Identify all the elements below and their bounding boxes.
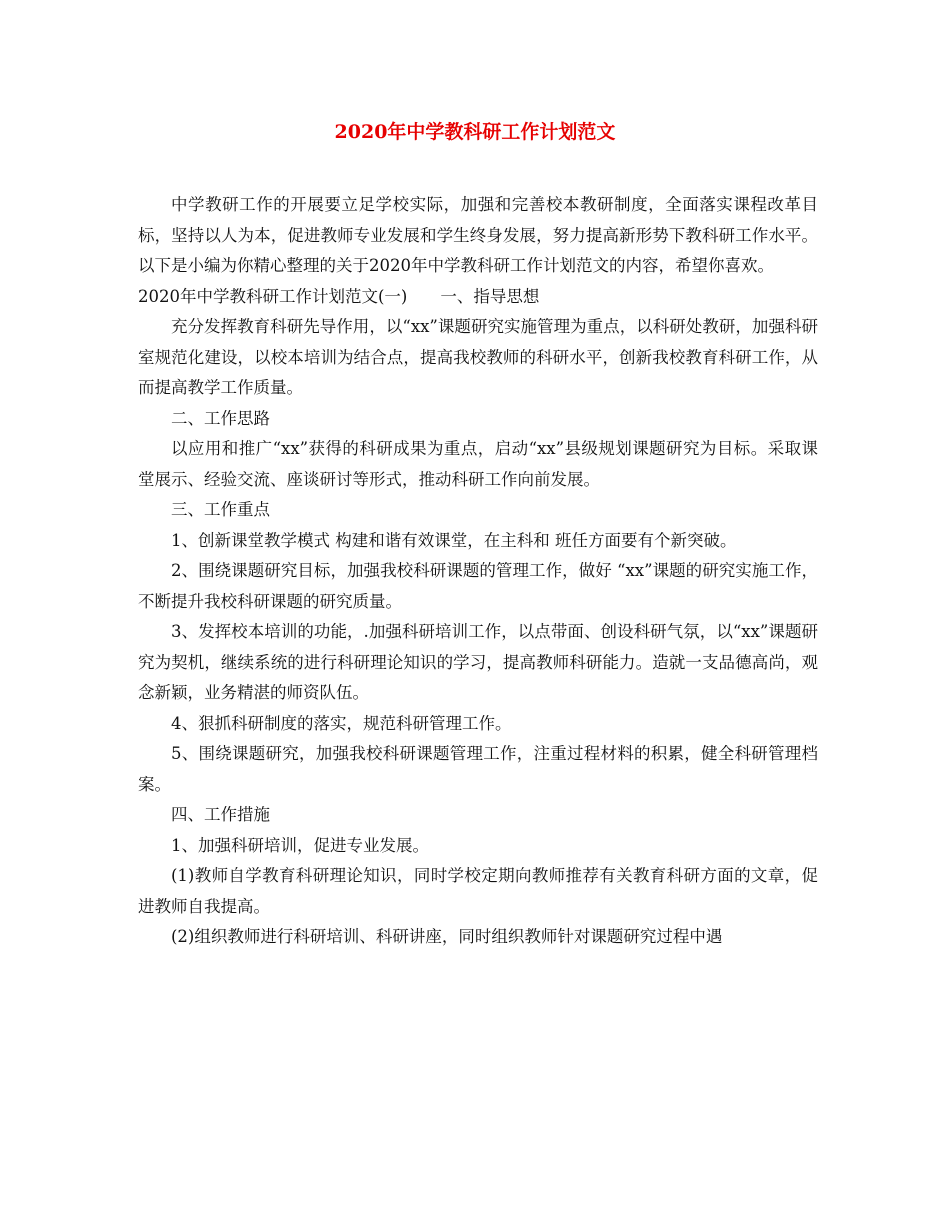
list-item: 3、发挥校本培训的功能，.加强科研培训工作，以点带面、创设科研气氛，以“xx”课题研究为契机，继续系统的进行科研理论知识的学习，提高教师科研能力。造就一支品德高尚，观念新颖，业务精湛的师资队伍。 bbox=[138, 622, 818, 702]
list-item: 1、创新课堂教学模式 构建和谐有效课堂，在主科和 班任方面要有个新突破。 bbox=[171, 530, 737, 550]
document-body bbox=[138, 190, 818, 953]
paragraph: 中学教研工作的开展要立足学校实际，加强和完善校本教研制度，全面落实课程改革目标，坚持以人为本，促进教师专业发展和学生终身发展，努力提高新形势下教科研工作水平。以下是小编为你精心整理的关于2020年中学教科研工作计划范文的内容，希望你喜欢。 bbox=[138, 195, 818, 275]
list-item: 5、围绕课题研究，加强我校科研课题管理工作，注重过程材料的积累，健全科研管理档案。 bbox=[138, 744, 818, 794]
list-item: 4、狠抓科研制度的落实，规范科研管理工作。 bbox=[171, 713, 512, 733]
paragraph: 2020年中学教科研工作计划范文(一) 一、指导思想 bbox=[138, 286, 540, 306]
list-item: (2)组织教师进行科研培训、科研讲座，同时组织教师针对课题研究过程中遇 bbox=[171, 927, 723, 946]
document-title: 2020年中学教科研工作计划范文 bbox=[334, 121, 616, 143]
list-item: (1)教师自学教育科研理论知识，同时学校定期向教师推荐有关教育科研方面的文章，促进教师自我提高。 bbox=[138, 866, 818, 916]
list-item: 2、围绕课题研究目标，加强我校科研课题的管理工作，做好 “xx”课题的研究实施工作，不断提升我校科研课题的研究质量。 bbox=[138, 561, 818, 611]
list-item: 1、加强科研培训，促进专业发展。 bbox=[171, 835, 429, 855]
section-heading: 二、工作思路 bbox=[171, 408, 270, 428]
paragraph: 以应用和推广“xx”获得的科研成果为重点，启动“xx”县级规划课题研究为目标。采取课堂展示、经验交流、座谈研讨等形式，推动科研工作向前发展。 bbox=[138, 439, 818, 489]
section-heading: 四、工作措施 bbox=[171, 805, 270, 824]
section-heading: 三、工作重点 bbox=[171, 500, 270, 519]
paragraph: 充分发挥教育科研先导作用，以“xx”课题研究实施管理为重点，以科研处教研，加强科研室规范化建设，以校本培训为结合点，提高我校教师的科研水平，创新我校教育科研工作，从而提高教学工作质量。 bbox=[138, 317, 818, 397]
